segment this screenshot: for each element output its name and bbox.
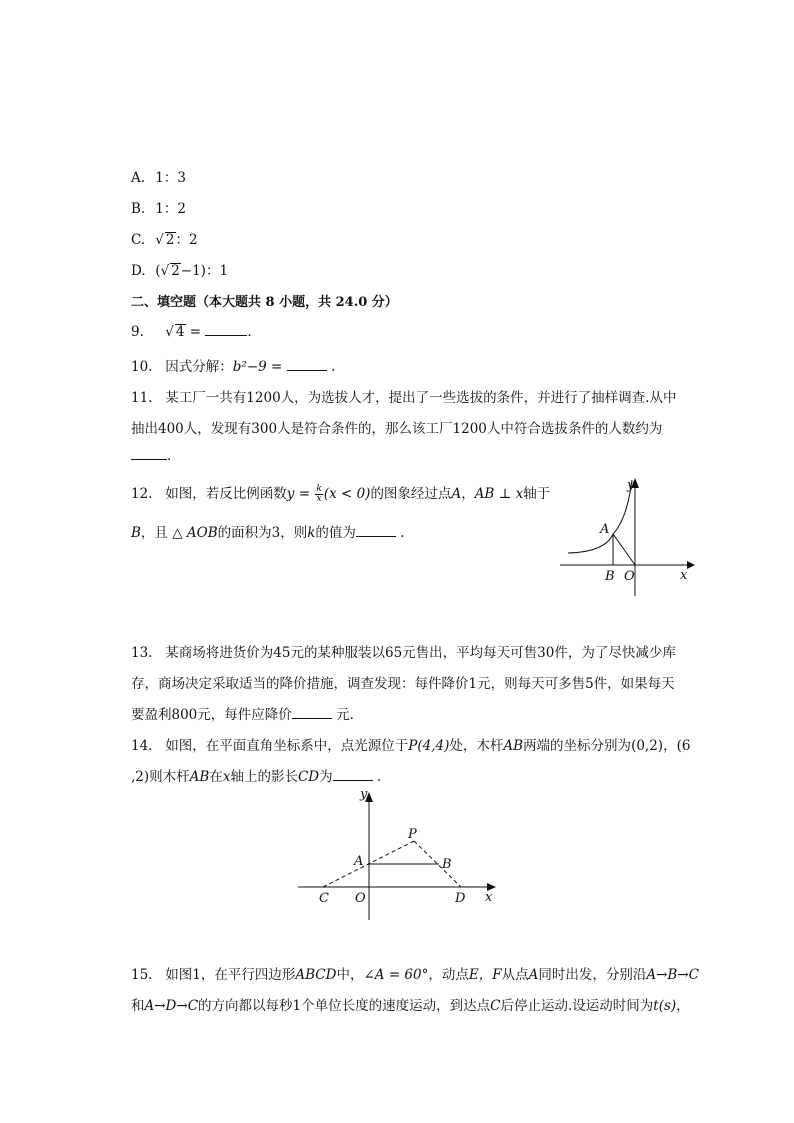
question-9	[131, 323, 252, 340]
question-text: 元.	[336, 707, 354, 723]
question-11-line3	[131, 447, 171, 464]
fraction	[315, 485, 322, 504]
question-text: 的方向都以每秒1个单位长度的速度运动，到达点	[198, 998, 491, 1014]
question-text: 从点	[501, 967, 529, 983]
math-abcd: ABCD	[295, 967, 337, 983]
question-15-line1	[131, 963, 699, 983]
label-a: A	[354, 854, 364, 869]
label-d: D	[455, 891, 466, 906]
question-text: 如图1，在平行四边形	[165, 967, 296, 983]
option-prefix: (	[155, 263, 161, 279]
x-axis-arrow	[687, 561, 695, 569]
label-y: y	[627, 478, 635, 493]
answer-blank[interactable]	[131, 447, 167, 460]
question-number: 14.	[131, 738, 153, 754]
question-13-line2: 存，商场决定采取适当的降价措施，调查发现：每件降价1元，则每天可多售5件，如果每天	[131, 676, 675, 692]
question-text: 轴上的影长	[230, 769, 298, 785]
question-14-line2	[131, 765, 381, 785]
label-y: y	[360, 787, 368, 802]
question-text: 某商场将进货价为45元的某种服装以65元售出，平均每天可售30件，为了尽快减少库	[165, 645, 676, 661]
period: .	[247, 324, 252, 340]
question-text: 中，	[336, 967, 364, 983]
question-text: 两端的坐标分别为	[523, 738, 632, 754]
label-a: A	[600, 522, 610, 537]
segment-ao	[613, 534, 635, 565]
question-13-line3	[131, 703, 354, 723]
label-b: B	[605, 569, 615, 584]
figure-hyperbola	[555, 474, 715, 604]
question-number: 10.	[131, 359, 153, 375]
section-title: 二、填空题（本大题共 8 小题，共 24.0 分）	[131, 295, 398, 310]
math-ab: AB	[189, 769, 210, 785]
label-x: x	[485, 890, 493, 905]
question-text: 在	[209, 769, 223, 785]
question-11-line1	[131, 386, 676, 406]
question-12-line2	[131, 521, 405, 541]
question-text: ，且 △	[140, 525, 187, 541]
label-x: x	[680, 568, 688, 583]
question-text: 后停止运动.设运动时间为	[500, 998, 654, 1014]
answer-blank[interactable]	[292, 706, 332, 719]
question-number: 13.	[131, 645, 153, 661]
period: .	[330, 359, 336, 375]
label-o: O	[355, 891, 366, 906]
period: .	[167, 448, 172, 464]
math-c: C	[490, 998, 501, 1014]
math-cd: CD	[297, 769, 320, 785]
answer-blank[interactable]	[205, 323, 247, 336]
period: .	[400, 525, 405, 541]
math-x: x	[222, 769, 231, 785]
question-text: 要盈利800元，每件应降价	[131, 707, 292, 723]
question-text: ,2)则木杆	[131, 769, 190, 785]
question-text: 的面积为3，则	[217, 525, 308, 541]
question-text: ，	[461, 486, 475, 502]
option-letter: D.	[131, 263, 146, 279]
math-condition: (x < 0)	[323, 486, 371, 502]
label-b: B	[442, 857, 452, 872]
option-letter: A.	[131, 170, 146, 186]
question-13-line1	[131, 641, 676, 661]
question-number: 9.	[131, 324, 144, 340]
math-aob: AOB	[186, 525, 218, 541]
question-text: ，	[676, 998, 690, 1014]
answer-blank[interactable]	[356, 524, 396, 537]
equals: =	[185, 324, 206, 340]
question-text: 的图象经过点	[370, 486, 452, 502]
fraction-bottom: x	[316, 494, 322, 504]
option-text: 1：3	[155, 170, 186, 186]
math-ab: AB	[503, 738, 524, 754]
math-path: A→D→C	[144, 998, 199, 1014]
math-b: B	[131, 525, 141, 541]
question-text: 同时出发，分别沿	[538, 967, 647, 983]
math-time: t(s)	[653, 998, 677, 1014]
option-text: 1：2	[155, 201, 186, 217]
question-15-line2	[131, 994, 690, 1014]
question-text: 某工厂一共有1200人，为选拔人才，提出了一些选拔的条件，并进行了抽样调查.从中	[165, 390, 677, 406]
question-10	[131, 355, 335, 375]
question-text: 因式分解：	[165, 359, 233, 375]
question-text: 为	[319, 769, 333, 785]
option-a	[131, 166, 186, 186]
question-12-line1	[131, 482, 550, 504]
question-number: 11.	[131, 390, 153, 406]
math-a: A	[451, 486, 462, 502]
option-c	[131, 228, 198, 248]
question-text: 如图，若反比例函数	[165, 486, 287, 502]
label-o: O	[624, 569, 635, 584]
option-text: ：2	[175, 232, 198, 248]
math-a: A	[528, 967, 539, 983]
radicand: 2	[165, 232, 175, 248]
math-coord: (0,2)	[631, 738, 664, 754]
question-14-line1	[131, 734, 690, 754]
sqrt-sign: √	[165, 324, 174, 340]
question-text: 轴于	[523, 486, 551, 502]
math-perp: AB ⊥ x	[474, 486, 524, 502]
math-point-p: P(4,4)	[408, 738, 450, 754]
question-number: 12.	[131, 486, 153, 502]
question-text: 处，木杆	[449, 738, 504, 754]
math-ef: E，F	[468, 967, 502, 983]
math-k: k	[307, 525, 316, 541]
option-letter: B.	[131, 201, 146, 217]
expression: b²−9 =	[232, 359, 287, 375]
question-text: 如图，在平面直角坐标系中，点光源位于	[165, 738, 409, 754]
fraction-top: k	[316, 484, 322, 494]
option-letter: C.	[131, 232, 146, 248]
label-c: C	[319, 891, 329, 906]
sqrt-sign: √	[155, 232, 164, 248]
hyperbola-curve	[568, 480, 632, 553]
math-y: y =	[286, 486, 315, 502]
label-p: P	[408, 827, 417, 842]
question-11-line2: 抽出400人，发现有300人是符合条件的，那么该工厂1200人中符合选拔条件的人数约为	[131, 421, 663, 437]
option-b	[131, 197, 186, 217]
question-number: 15.	[131, 967, 153, 983]
math-path: A→B→C	[646, 967, 699, 983]
option-text: −1)：1	[180, 263, 229, 279]
figure-shadow	[295, 787, 505, 922]
question-text: ，(6	[663, 738, 691, 754]
question-text: 的值为	[315, 525, 356, 541]
answer-blank[interactable]	[333, 768, 373, 781]
option-d	[131, 259, 228, 279]
period: .	[376, 769, 382, 785]
math-angle: ∠A = 60°	[363, 967, 429, 983]
sqrt-sign: √	[160, 263, 170, 279]
question-text: 和	[131, 998, 145, 1014]
radicand: 4	[175, 324, 185, 340]
radicand: 2	[171, 263, 180, 279]
answer-blank[interactable]	[287, 358, 327, 371]
question-text: ，动点	[428, 967, 469, 983]
